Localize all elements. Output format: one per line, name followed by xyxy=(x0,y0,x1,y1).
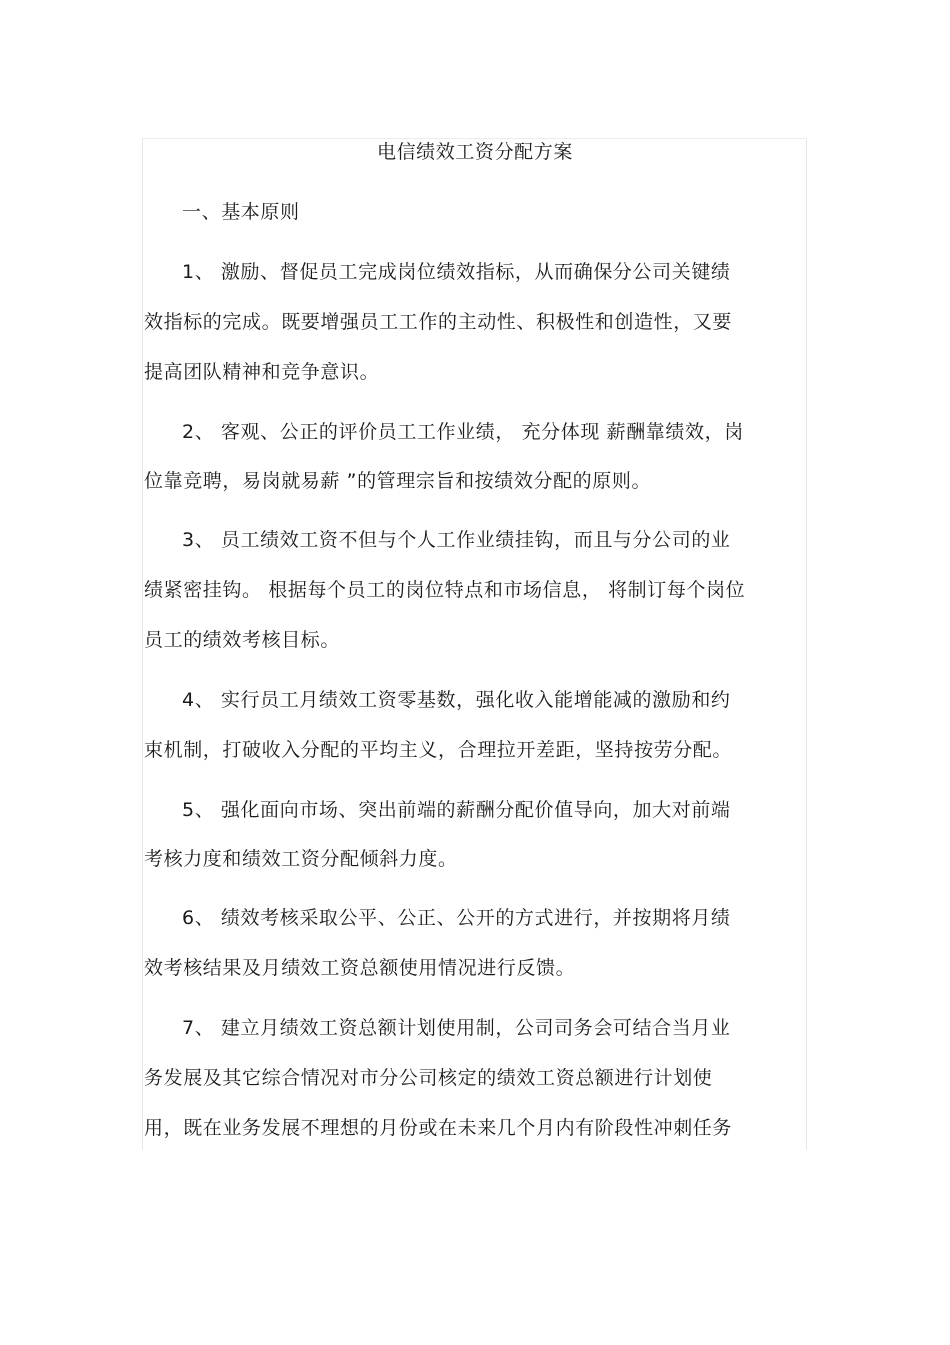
paragraph-line: 4、 实行员工月绩效工资零基数，强化收入能增能减的激励和约 xyxy=(182,689,731,711)
paragraph-line: 7、 建立月绩效工资总额计划使用制，公司司务会可结合当月业 xyxy=(182,1017,731,1039)
paragraph-line: 提高团队精神和竞争意识。 xyxy=(144,361,380,383)
document-title: 电信绩效工资分配方案 xyxy=(376,141,573,163)
paragraph-line: 2、 客观、公正的评价员工工作业绩， 充分体现 薪酬靠绩效，岗 xyxy=(182,421,744,443)
paragraph-line: 员工的绩效考核目标。 xyxy=(144,629,341,651)
paragraph-line: 绩紧密挂钩。 根据每个员工的岗位特点和市场信息， 将制订每个岗位 xyxy=(144,579,746,601)
paragraph-line: 束机制，打破收入分配的平均主义，合理拉开差距，坚持按劳分配。 xyxy=(144,739,733,761)
paragraph-line: 位靠竞聘，易岗就易薪 ”的管理宗旨和按绩效分配的原则。 xyxy=(144,470,652,492)
paragraph-line: 1、 激励、督促员工完成岗位绩效指标，从而确保分公司关键绩 xyxy=(182,261,731,283)
paragraph-line: 5、 强化面向市场、突出前端的薪酬分配价值导向，加大对前端 xyxy=(182,799,731,821)
paragraph-line: 3、 员工绩效工资不但与个人工作业绩挂钩，而且与分公司的业 xyxy=(182,529,731,551)
paragraph-line: 效考核结果及月绩效工资总额使用情况进行反馈。 xyxy=(144,957,576,979)
paragraph-line: 6、 绩效考核采取公平、公正、公开的方式进行，并按期将月绩 xyxy=(182,907,731,929)
paragraph-line: 考核力度和绩效工资分配倾斜力度。 xyxy=(144,848,458,870)
paragraph-line: 用，既在业务发展不理想的月份或在未来几个月内有阶段性冲刺任务 xyxy=(144,1117,733,1139)
paragraph-line: 务发展及其它综合情况对市分公司核定的绩效工资总额进行计划使 xyxy=(144,1067,713,1089)
section-heading: 一、基本原则 xyxy=(182,201,300,223)
paragraph-line: 效指标的完成。既要增强员工工作的主动性、积极性和创造性，又要 xyxy=(144,311,733,333)
